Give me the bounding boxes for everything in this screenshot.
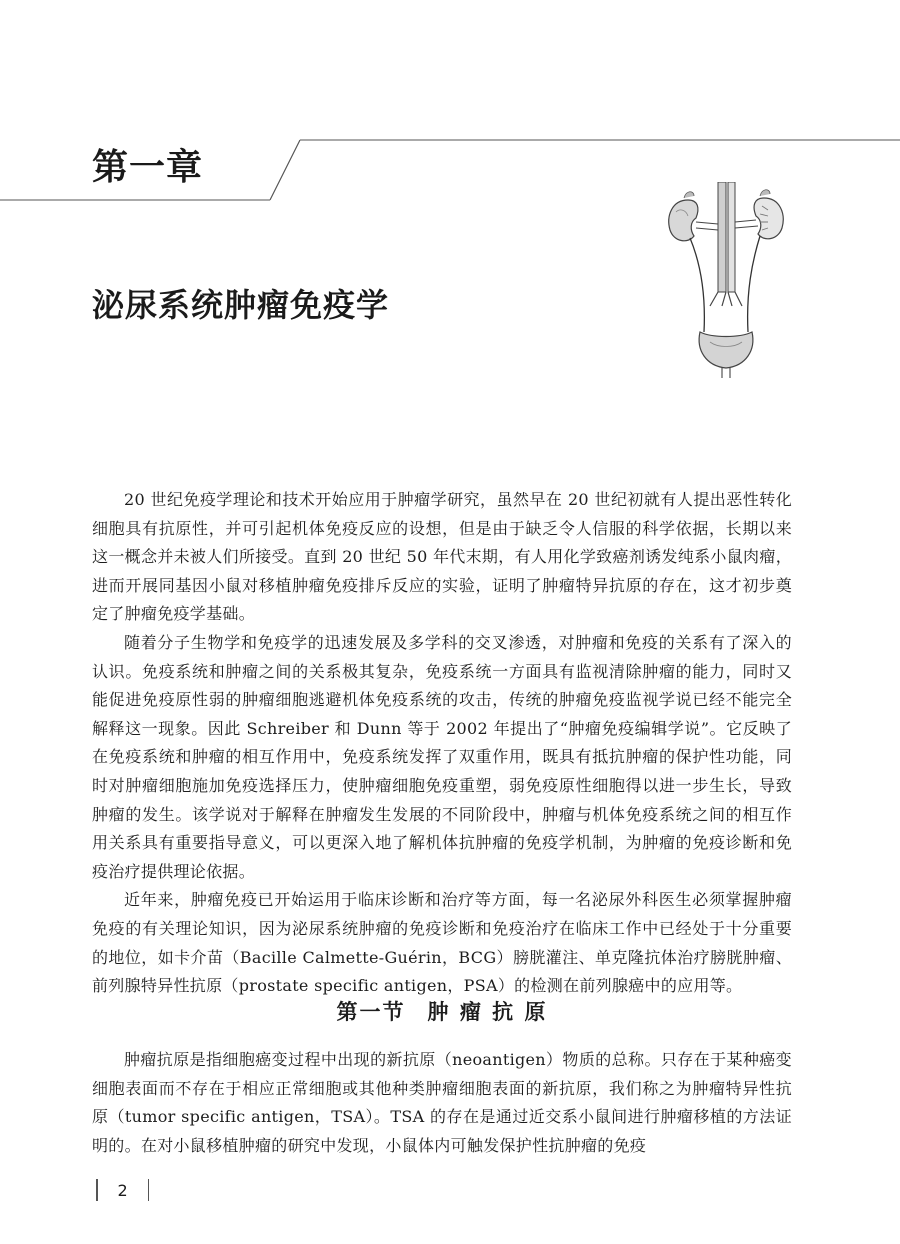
page-footer [96,1178,149,1202]
chapter-label: 第一章 [92,147,204,188]
section-title: 肿 瘤 抗 原 [427,1000,548,1024]
urinary-system-illustration [660,182,790,378]
section-heading [92,994,792,1030]
page-number: 2 [117,1180,128,1200]
intro-paragraph-2: 随着分子生物学和免疫学的迅速发展及多学科的交叉渗透，对肿瘤和免疫的关系有了深入的认识。免疫系统和肿瘤之间的关系极其复杂，免疫系统一方面具有监视清除肿瘤的能力，同时又能促进免疫原性弱的肿瘤细胞逃避机体免疫系统的攻击，传统的肿瘤免疫监视学说已经不能完全解释这一现象。因此 Schreiber 和 Dunn 等于 2002 年提出了“肿瘤免疫编辑学说”。它反映了在免疫系统和肿瘤的相互作用中，免疫系统发挥了双重作用，既具有抵抗肿瘤的保护性功能，同时对肿瘤细胞施加免疫选择压力，使肿瘤细胞免疫重塑，弱免疫原性细胞得以进一步生长，导致肿瘤的发生。该学说对于解释在肿瘤发生发展的不同阶段中，肿瘤与机体免疫系统之间的相互作用关系具有重要指导意义，可以更深入地了解机体抗肿瘤的免疫学机制，为肿瘤的免疫诊断和免疫治疗提供理论依据。 [92,632,792,881]
section-number: 第一节 [336,1000,406,1024]
intro-text-block [92,486,792,1001]
section-paragraph-1: 肿瘤抗原是指细胞癌变过程中出现的新抗原（neoantigen）物质的总称。只存在于某种癌变细胞表面而不存在于相应正常细胞或其他种类肿瘤细胞表面的新抗原，我们称之为肿瘤特异性抗原（tumor specific antigen，TSA）。TSA 的存在是通过近交系小鼠间进行肿瘤移植的方法证明的。在对小鼠移植肿瘤的研究中发现，小鼠体内可触发保护性抗肿瘤的免疫 [92,1050,792,1155]
section-text-block [92,1046,792,1160]
intro-paragraph-3: 近年来，肿瘤免疫已开始运用于临床诊断和治疗等方面，每一名泌尿外科医生必须掌握肿瘤免疫的有关理论知识，因为泌尿系统肿瘤的免疫诊断和免疫治疗在临床工作中已经处于十分重要的地位，如卡介苗（Bacille Calmette-Guérin，BCG）膀胱灌注、单克隆抗体治疗膀胱肿瘤、前列腺特异性抗原（prostate specific antigen，PSA）的检测在前列腺癌中的应用等。 [92,890,792,996]
intro-paragraph-1: 20 世纪免疫学理论和技术开始应用于肿瘤学研究，虽然早在 20 世纪初就有人提出恶性转化细胞具有抗原性，并可引起机体免疫反应的设想，但是由于缺乏令人信服的科学依据，长期以来这一概念并未被人们所接受。直到 20 世纪 50 年代末期，有人用化学致癌剂诱发纯系小鼠肉瘤，进而开展同基因小鼠对移植肿瘤免疫排斥反应的实验，证明了肿瘤特异抗原的存在，这才初步奠定了肿瘤免疫学基础。 [92,490,792,624]
footer-divider-right [148,1179,150,1201]
chapter-title: 泌尿系统肿瘤免疫学 [92,286,390,324]
